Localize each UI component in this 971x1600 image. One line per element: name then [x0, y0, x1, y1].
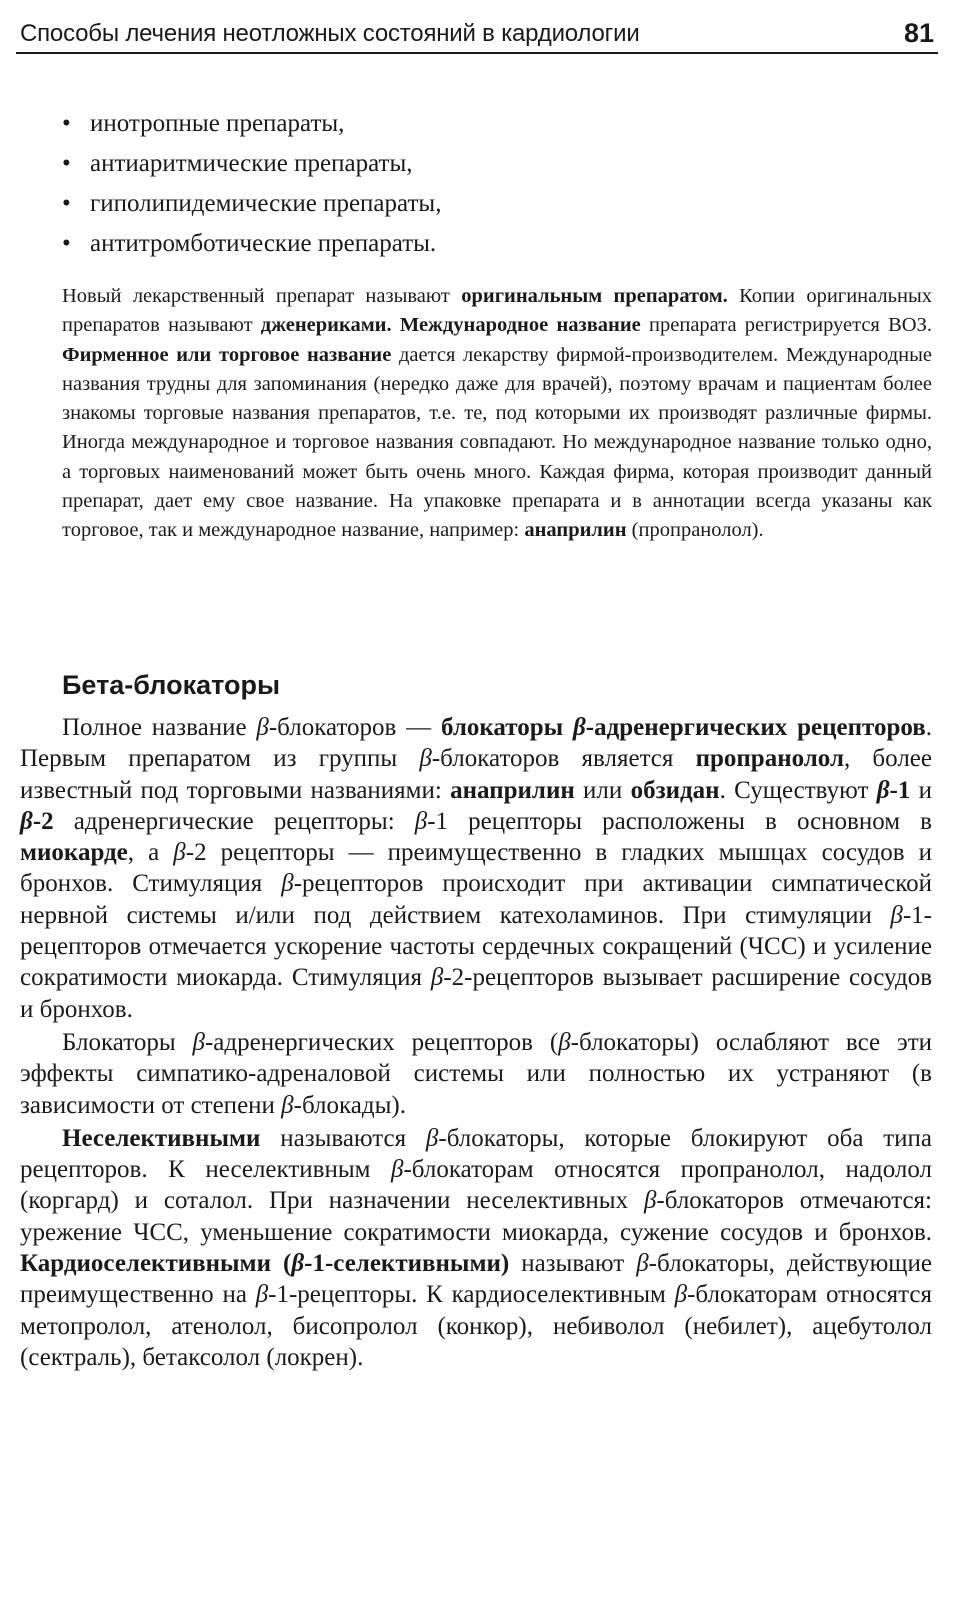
text-run: -блокаторы, действующие преимущественно на — [20, 1250, 933, 1309]
text-run: дается лекарству фирмой-производителем. Международные названия трудны для запоминания (нередко даже для врачей), поэтому врачам и пациентам более знакомы торговые названия препаратов, т.е. те, под которыми их производят различные фирмы. Иногда международное и торговое названия совпадают. Но международное название только одно, а торговых наименований может быть очень много. Каждая фирма, которая производит данный препарат, дает ему свое название. На упаковке препарата и в аннотации всегда указаны как торговое, так и международное название, например: — [62, 343, 933, 542]
text-run: -1-рецепторов отмечается ускорение частоты сердечных сокращений (ЧСС) и усиление сократимости миокарда. Стимуляция — [20, 901, 932, 992]
text-run: -блокаторы, которые блокируют оба типа рецепторов. К неселективным — [20, 1124, 932, 1184]
list-item: • инотропные препараты, — [60, 104, 441, 144]
text-run: Копии оригинальных препаратов называют — [62, 285, 932, 337]
bold-term: -2 — [32, 807, 54, 835]
drug-class-list — [60, 104, 441, 264]
text-run — [271, 1250, 283, 1277]
text-run: -1 рецепторы расположены в основном в — [427, 807, 932, 835]
text-run: препарата регистрируется ВОЗ. — [640, 314, 932, 337]
bold-term: оригинальным препаратом. — [461, 285, 728, 307]
text-run: Блокаторы — [62, 1028, 193, 1056]
paragraph-3 — [20, 1123, 932, 1373]
beta-symbol: β — [430, 964, 444, 992]
beta-symbol: β — [636, 1250, 649, 1278]
text-run: адренергические рецепторы: — [53, 807, 415, 835]
page-number: 81 — [903, 18, 934, 48]
beta-symbol: β — [391, 1156, 404, 1184]
bold-term: дженериками. — [260, 314, 392, 337]
text-run: -блокаторам относятся метопролол, атенолол, бисопролол (конкор), небиволол (небилет), ацебутолол (сектраль), бетаксолол (локрен). — [20, 1281, 932, 1371]
text-run: Полное название — [62, 714, 257, 741]
beta-symbol: β — [572, 714, 586, 741]
bold-term: Международное название — [399, 314, 641, 337]
bold-term: анаприлин — [524, 519, 627, 542]
bold-term: -адренергических рецепторов — [585, 714, 926, 741]
bold-term: -1 — [889, 776, 911, 804]
list-item: • антитромботические препараты. — [60, 224, 441, 264]
text-run: -блокаторов является — [431, 745, 696, 773]
text-run: называют — [509, 1250, 637, 1278]
beta-symbol: β — [173, 839, 186, 867]
beta-symbol: β — [419, 745, 432, 773]
bold-term: анаприлин — [450, 776, 575, 804]
beta-symbol: β — [643, 1187, 657, 1215]
beta-symbol: β — [255, 1281, 269, 1309]
beta-symbol: β — [256, 714, 269, 741]
beta-symbol: β — [558, 1028, 571, 1056]
beta-symbol: β — [414, 807, 428, 835]
text-run: -блокаторам относятся пропранолол, надолол (коргард) и соталол. При назначении неселективных — [20, 1156, 932, 1215]
text-run: (пропранолол). — [626, 519, 764, 542]
text-run: или — [574, 776, 631, 804]
text-run: , более известный под торговыми названиями: — [20, 745, 932, 804]
beta-symbol: β — [281, 870, 294, 898]
text-run: -блокады). — [293, 1091, 406, 1119]
running-header — [16, 18, 938, 54]
beta-symbol: β — [890, 901, 903, 929]
text-run: . Существуют — [719, 776, 877, 804]
text-run: -2-рецепторов вызывает расширение сосудов и бронхов. — [20, 964, 932, 1023]
text-run: -адренергических рецепторов ( — [204, 1028, 559, 1056]
text-run: , а — [127, 839, 174, 867]
bold-term: пропранолол — [695, 745, 844, 773]
paragraph-2 — [20, 1027, 932, 1121]
beta-symbol: β — [20, 807, 33, 835]
text-run: -блокаторов — — [268, 714, 441, 741]
bold-term: обзидан — [630, 776, 720, 804]
text-run: Новый лекарственный препарат называют — [62, 285, 462, 307]
bold-term: -1-селективными) — [304, 1250, 510, 1278]
bold-term: Кардиоселективными — [20, 1250, 271, 1278]
beta-symbol: β — [674, 1281, 688, 1309]
intro-paragraph — [62, 282, 932, 546]
text-run: . Первым препаратом из группы — [20, 714, 933, 773]
bold-term: ( — [283, 1250, 292, 1278]
paragraph-1 — [20, 712, 932, 1025]
beta-symbol: β — [281, 1091, 294, 1119]
beta-symbol: β — [192, 1028, 205, 1056]
text-run — [392, 314, 400, 336]
text-run: -блокаторов отмечаются: урежение ЧСС, уменьшение сократимости миокарда, сужение сосудов и бронхов. — [20, 1187, 932, 1246]
beta-symbol: β — [876, 776, 890, 804]
bold-term: миокарде — [20, 839, 128, 867]
text-run: называются — [260, 1124, 426, 1152]
text-run: и — [910, 776, 933, 804]
beta-symbol: β — [291, 1250, 305, 1278]
bold-term: блокаторы — [440, 714, 573, 741]
text-run: -1-рецепторы. К кардиоселективным — [268, 1281, 675, 1309]
running-title: Способы лечения неотложных состояний в кардиологии — [20, 20, 640, 47]
section-body — [20, 712, 932, 1375]
beta-symbol: β — [425, 1124, 439, 1152]
text-run: -блокаторы) ослабляют все эти эффекты симпатико-адреналовой системы или полностью их устраняют (в зависимости от степени — [20, 1028, 932, 1119]
text-run: -2 рецепторы — преимущественно в гладких мышцах сосудов и бронхов. Стимуляция — [20, 839, 932, 898]
bold-term: Фирменное или торговое название — [62, 343, 392, 366]
bold-term: Неселективными — [62, 1124, 261, 1152]
section-heading: Бета-блокаторы — [62, 670, 281, 700]
list-item: • гиполипидемические препараты, — [60, 184, 441, 224]
list-item: • антиаритмические препараты, — [60, 144, 441, 184]
text-run: -рецепторов происходит при активации симпатической нервной системы и/или под действием катехоламинов. При стимуляции — [20, 870, 932, 929]
